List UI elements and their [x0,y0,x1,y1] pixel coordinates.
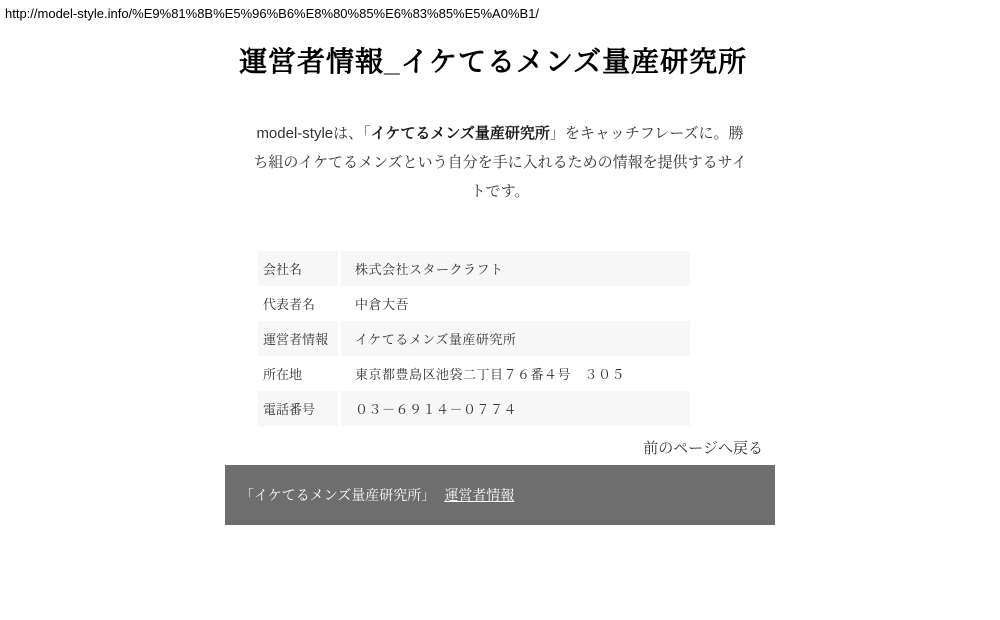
table-row [258,286,690,321]
table-row-value: 東京都豊島区池袋二丁目７６番４号 ３０５ [355,367,626,382]
table-row-label: 運営者情報 [258,321,338,356]
table-row [258,391,690,426]
table-row [258,356,690,391]
company-info-table [258,251,690,426]
intro-text-after: 」をキャッチフレーズに。勝ち組のイケてるメンズという自分を手に入れるための情報を提供するサイトです。 [253,125,747,200]
page-title: 運営者情報_イケてるメンズ量産研究所 [239,46,748,77]
table-row-label: 所在地 [263,367,303,382]
table-row-label: 代表者名 [263,297,316,312]
intro-highlight: イケてるメンズ量産研究所 [370,125,550,142]
footer-operator-info-link[interactable]: 運営者情報 [444,487,515,503]
table-row-value: イケてるメンズ量産研究所 [341,321,690,356]
page-content [225,40,775,525]
footer-site-title: 「イケてるメンズ量産研究所」 [240,487,436,503]
intro-paragraph [253,119,747,206]
back-to-previous-page-link[interactable]: 前のページへ戻る [643,440,763,457]
footer-bar [225,465,775,525]
url-text: http://model-style.info/%E9%81%8B%E5%96%B6%E8%80%85%E6%83%85%E5%A0%B1/ [5,6,540,21]
table-row [258,321,690,356]
table-row-value: 株式会社スタークラフト [341,251,690,286]
table-row-value: 中倉大吾 [355,297,410,312]
table-row-value: ０３－６９１４－０７７４ [341,391,690,426]
table-row-label: 会社名 [258,251,338,286]
back-link-row [225,441,775,457]
table-row-label: 電話番号 [258,391,338,426]
table-row [258,251,690,286]
intro-text-before: model-styleは、「 [256,125,371,142]
